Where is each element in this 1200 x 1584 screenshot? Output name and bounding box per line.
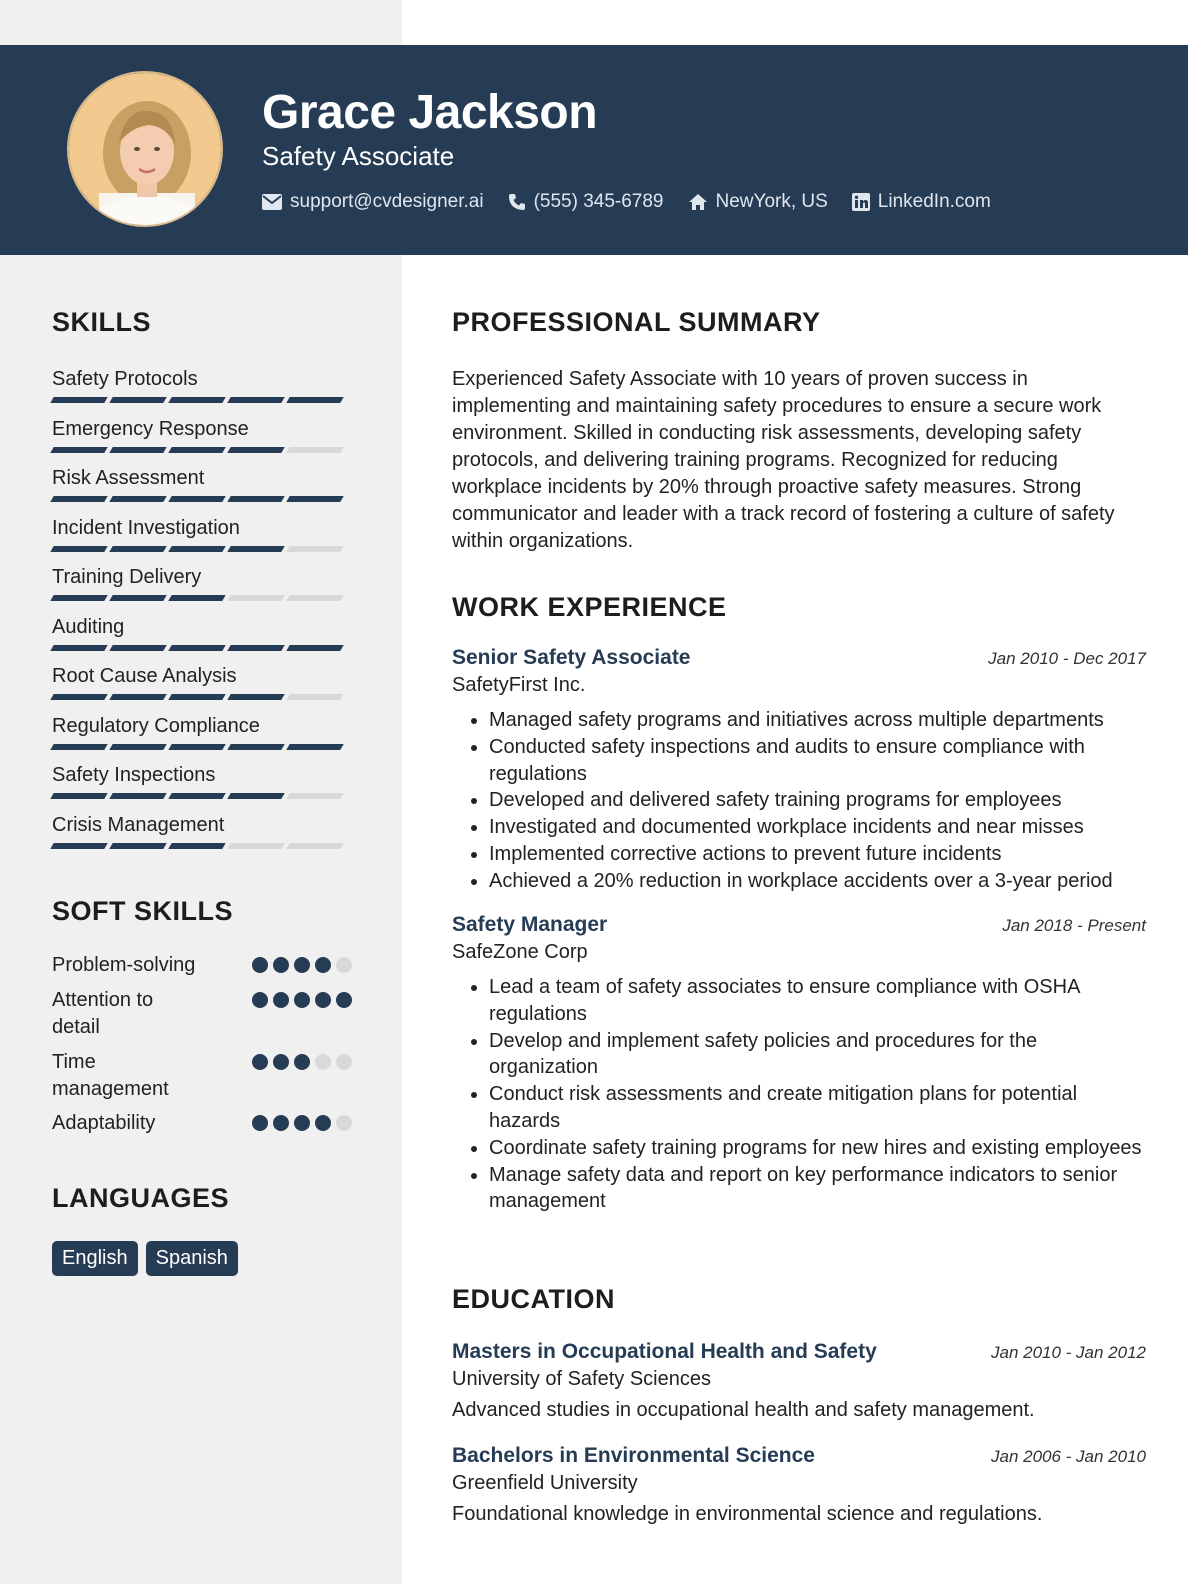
list-item: • Conduct risk assessments and create mitigation plans for potential hazards (489, 1081, 1146, 1135)
skill-bar-segment (109, 447, 166, 453)
linkedin-text: LinkedIn.com (877, 191, 991, 212)
list-item: • Coordinate safety training programs for new hires and existing employees (489, 1135, 1146, 1162)
job-dates: Jan 2018 - Present (1002, 916, 1146, 935)
skill-item (52, 564, 352, 614)
school-name: University of Safety Sciences (452, 1368, 711, 1390)
list-item: • Manage safety data and report on key performance indicators to senior management (489, 1162, 1146, 1216)
skill-bar-segment (168, 843, 225, 849)
contact-phone[interactable] (508, 191, 664, 213)
skill-bar (52, 546, 352, 552)
rating-dot (294, 957, 310, 973)
list-item: • Lead a team of safety associates to ensure compliance with OSHA regulations (489, 974, 1146, 1028)
rating-dot (273, 992, 289, 1008)
skill-bar-segment (286, 595, 343, 601)
skill-bar-segment (286, 744, 343, 750)
job-entry (452, 913, 1146, 1215)
skill-bar-segment (109, 744, 166, 750)
skill-bar-segment (227, 744, 284, 750)
contact-linkedin[interactable] (852, 191, 991, 213)
skill-bar-segment (168, 793, 225, 799)
rating-dot (336, 957, 352, 973)
list-item: • Develop and implement safety policies and procedures for the organization (489, 1028, 1146, 1082)
skill-bar-segment (50, 397, 107, 403)
rating-dot (273, 1054, 289, 1070)
home-icon (688, 193, 708, 211)
email-text: support@cvdesigner.ai (290, 191, 484, 212)
skills-heading: SKILLS (52, 307, 152, 337)
skill-bar-segment (109, 843, 166, 849)
languages-heading: LANGUAGES (52, 1183, 230, 1213)
degree-title: Bachelors in Environmental Science (452, 1444, 815, 1467)
soft-skill-label: Attention to detail (52, 989, 154, 1038)
envelope-icon (262, 194, 282, 210)
skill-item (52, 416, 352, 466)
skill-item (52, 614, 352, 664)
skill-bar-segment (227, 645, 284, 651)
list-item: • Conducted safety inspections and audits to ensure compliance with regulations (489, 734, 1146, 788)
skill-bar-segment (168, 645, 225, 651)
linkedin-icon (852, 193, 870, 211)
avatar (67, 71, 223, 227)
phone-text: (555) 345-6789 (533, 191, 664, 212)
skill-bar-segment (50, 744, 107, 750)
skill-bar-segment (227, 793, 284, 799)
rating-dot (336, 992, 352, 1008)
education-dates: Jan 2010 - Jan 2012 (990, 1343, 1146, 1362)
soft-skill-label: Time management (52, 1051, 169, 1100)
skill-bar-segment (227, 595, 284, 601)
soft-skill-item (52, 1110, 352, 1145)
job-position: Senior Safety Associate (452, 646, 691, 669)
soft-skill-dots (252, 1054, 352, 1070)
skill-bar (52, 694, 352, 700)
skill-label: Safety Protocols (52, 368, 198, 390)
education-description: Foundational knowledge in environmental science and regulations. (452, 1503, 1043, 1525)
skill-bar-segment (168, 546, 225, 552)
skill-bar-segment (286, 694, 343, 700)
rating-dot (336, 1115, 352, 1131)
skill-label: Risk Assessment (52, 467, 205, 489)
rating-dot (252, 957, 268, 973)
skill-bar-segment (50, 843, 107, 849)
job-company: SafeZone Corp (452, 941, 588, 963)
experience-heading: WORK EXPERIENCE (452, 592, 727, 622)
education-entry (452, 1444, 1146, 1526)
skill-bar-segment (109, 645, 166, 651)
soft-skill-label: Problem-solving (52, 954, 196, 976)
skill-bar-segment (168, 496, 225, 502)
list-item: • Implemented corrective actions to prevent future incidents (489, 841, 1146, 868)
rating-dot (252, 992, 268, 1008)
location-text: NewYork, US (715, 191, 828, 212)
language-badge: Spanish (146, 1241, 238, 1276)
skill-bar-segment (168, 744, 225, 750)
rating-dot (294, 992, 310, 1008)
skill-bar-segment (109, 496, 166, 502)
skill-bar-segment (109, 595, 166, 601)
skill-bar-segment (50, 645, 107, 651)
skill-label: Training Delivery (52, 566, 202, 588)
skill-bar-segment (168, 447, 225, 453)
summary-heading: PROFESSIONAL SUMMARY (452, 307, 821, 337)
soft-skills-heading: SOFT SKILLS (52, 896, 233, 926)
skill-bar-segment (227, 694, 284, 700)
skills-list (52, 366, 352, 861)
education-heading: EDUCATION (452, 1284, 615, 1314)
skill-bar (52, 843, 352, 849)
list-item: • Developed and delivered safety training programs for employees (489, 787, 1146, 814)
skill-item (52, 663, 352, 713)
skill-item (52, 465, 352, 515)
job-title: Safety Associate (262, 141, 455, 171)
school-name: Greenfield University (452, 1472, 638, 1494)
education-dates: Jan 2006 - Jan 2010 (990, 1447, 1146, 1466)
skill-label: Safety Inspections (52, 764, 216, 786)
degree-title: Masters in Occupational Health and Safety (452, 1340, 877, 1363)
skill-bar-segment (109, 397, 166, 403)
job-bullets (452, 707, 1146, 895)
soft-skill-item (52, 952, 352, 987)
skill-item (52, 713, 352, 763)
skill-bar (52, 645, 352, 651)
rating-dot (252, 1054, 268, 1070)
skill-bar-segment (286, 645, 343, 651)
skill-bar-segment (50, 694, 107, 700)
soft-skill-dots (252, 992, 352, 1008)
rating-dot (294, 1054, 310, 1070)
contact-info (262, 191, 991, 213)
rating-dot (294, 1115, 310, 1131)
rating-dot (336, 1054, 352, 1070)
languages-list (52, 1241, 238, 1276)
skill-bar-segment (168, 595, 225, 601)
skill-bar (52, 595, 352, 601)
skill-bar-segment (50, 793, 107, 799)
list-item: • Investigated and documented workplace incidents and near misses (489, 814, 1146, 841)
skill-bar-segment (50, 546, 107, 552)
skill-bar-segment (227, 496, 284, 502)
skill-bar (52, 744, 352, 750)
resume-header (0, 45, 1188, 255)
skill-bar-segment (168, 397, 225, 403)
skill-bar-segment (168, 694, 225, 700)
skill-label: Auditing (52, 615, 125, 638)
skill-label: Regulatory Compliance (52, 714, 260, 737)
rating-dot (315, 957, 331, 973)
skill-item (52, 762, 352, 812)
skill-bar (52, 793, 352, 799)
list-item: • Achieved a 20% reduction in workplace accidents over a 3-year period (489, 868, 1146, 895)
contact-email[interactable] (262, 191, 484, 213)
rating-dot (252, 1115, 268, 1131)
education-entry (452, 1340, 1146, 1422)
soft-skills-list (52, 952, 352, 1145)
soft-skill-dots (252, 957, 352, 973)
skill-bar (52, 496, 352, 502)
list-item: • Managed safety programs and initiatives across multiple departments (489, 707, 1146, 734)
job-dates: Jan 2010 - Dec 2017 (988, 649, 1146, 668)
soft-skill-label: Adaptability (52, 1112, 156, 1134)
skill-bar-segment (227, 447, 284, 453)
skill-bar-segment (50, 496, 107, 502)
rating-dot (315, 1115, 331, 1131)
rating-dot (273, 1115, 289, 1131)
skill-item (52, 515, 352, 565)
skill-label: Emergency Response (52, 417, 249, 440)
soft-skill-item (52, 987, 352, 1049)
skill-label: Crisis Management (52, 813, 225, 836)
skill-bar-segment (286, 793, 343, 799)
rating-dot (315, 1054, 331, 1070)
skill-bar-segment (109, 793, 166, 799)
summary-text: Experienced Safety Associate with 10 years of proven success in implementing and maintaining safety procedures to ensure a secure work environment. Skilled in conducting risk assessments, developing safety protocols, and delivering training programs. Recognized for reducing workplace incidents by 20% through proactive safety measures. Strong communicator and leader with a track record of fostering a culture of safety within organizations. (452, 368, 1115, 552)
job-bullets (452, 974, 1146, 1215)
education-description: Advanced studies in occupational health and safety management. (452, 1399, 1035, 1421)
skill-label: Incident Investigation (52, 516, 240, 539)
skill-bar (52, 447, 352, 453)
skill-bar-segment (227, 546, 284, 552)
skill-item (52, 812, 352, 862)
phone-icon (508, 193, 526, 211)
skill-label: Root Cause Analysis (52, 665, 237, 687)
skill-bar-segment (50, 595, 107, 601)
skill-bar-segment (50, 447, 107, 453)
skill-bar-segment (286, 447, 343, 453)
job-position: Safety Manager (452, 913, 608, 936)
skill-bar-segment (109, 694, 166, 700)
skill-bar (52, 397, 352, 403)
language-badge: English (52, 1241, 138, 1276)
contact-location (688, 191, 828, 213)
skill-bar-segment (286, 496, 343, 502)
skill-bar-segment (286, 546, 343, 552)
job-entry (452, 646, 1146, 895)
candidate-name: Grace Jackson (262, 86, 598, 139)
skill-bar-segment (286, 843, 343, 849)
soft-skill-dots (252, 1115, 352, 1131)
rating-dot (315, 992, 331, 1008)
skill-bar-segment (286, 397, 343, 403)
skill-bar-segment (109, 546, 166, 552)
soft-skill-item (52, 1049, 352, 1110)
skill-bar-segment (227, 843, 284, 849)
skill-bar-segment (227, 397, 284, 403)
rating-dot (273, 957, 289, 973)
skill-item (52, 366, 352, 416)
job-company: SafetyFirst Inc. (452, 674, 586, 696)
